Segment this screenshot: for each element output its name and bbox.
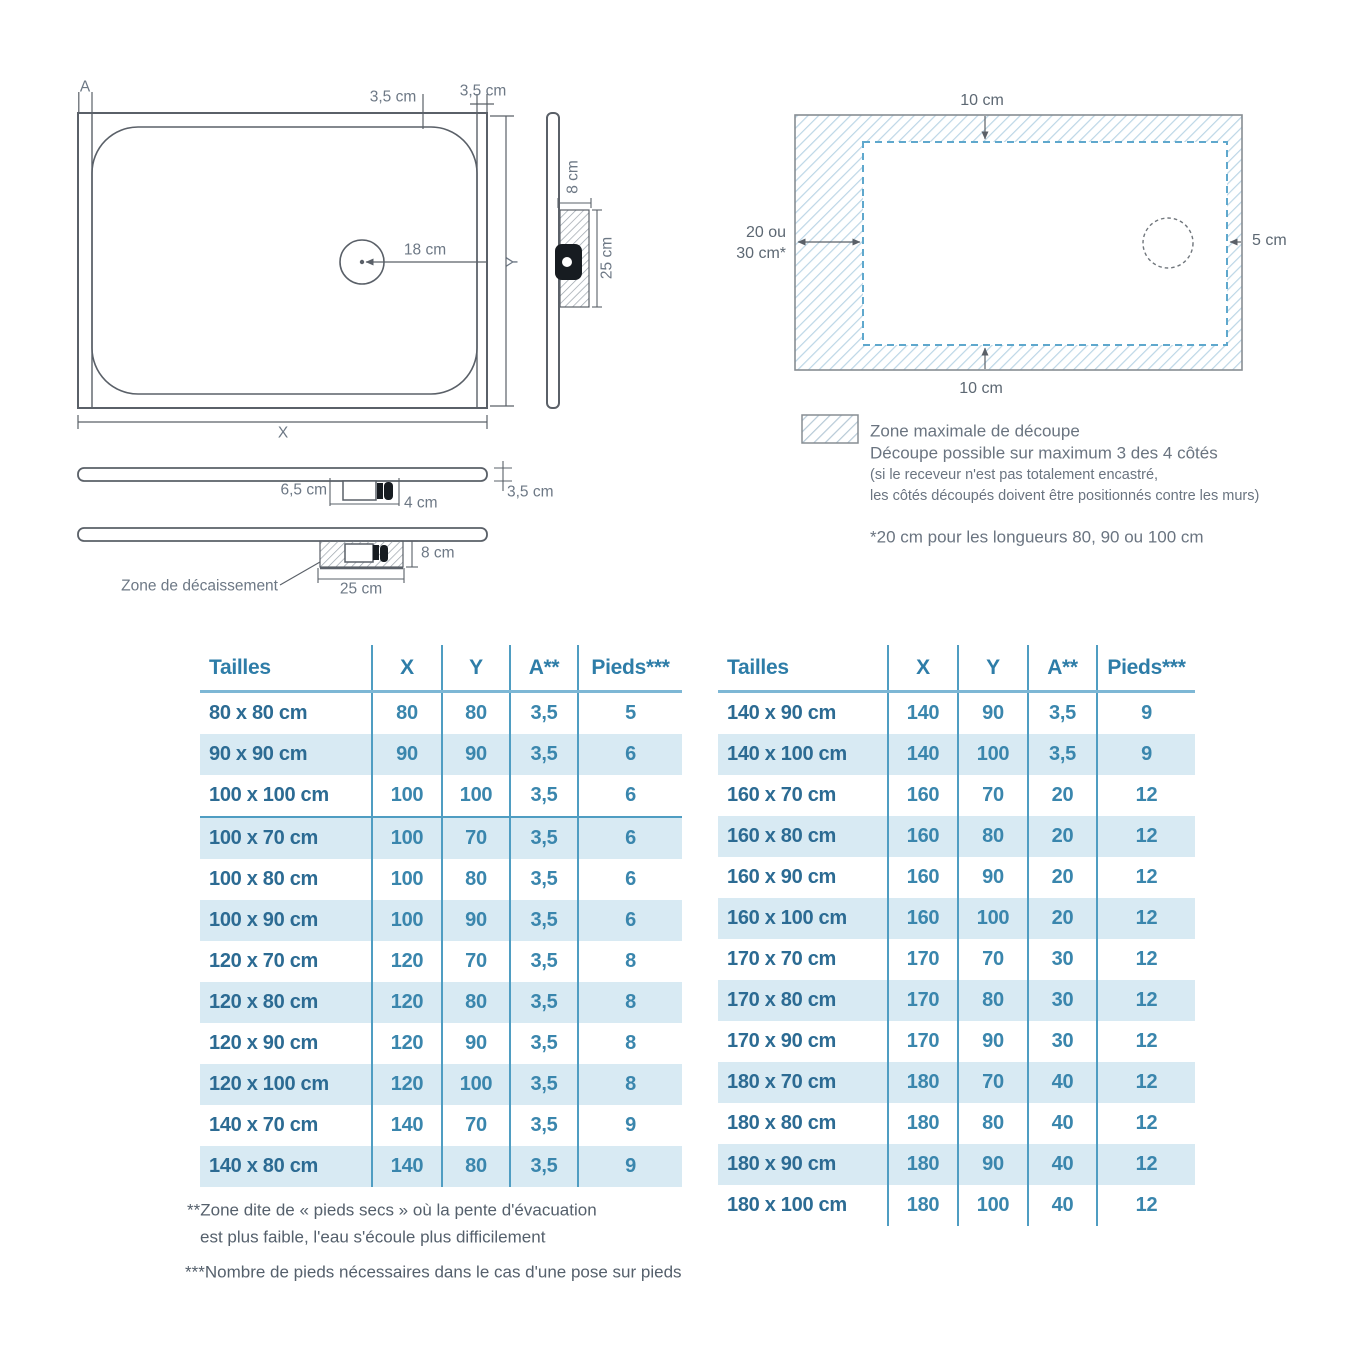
value-cell: 170 (888, 1021, 958, 1062)
value-cell: 3,5 (510, 734, 578, 775)
size-cell: 120 x 80 cm (209, 991, 319, 1013)
section1-right-dim-label: 4 cm (404, 494, 438, 512)
recess-zone-label: Zone de décaissement (121, 577, 278, 595)
table-row (200, 692, 682, 735)
side-depth-dim-label: 8 cm (564, 160, 582, 194)
value-cell: 170 (888, 980, 958, 1021)
size-cell: 140 x 70 cm (209, 1114, 319, 1136)
value-cell: 80 (958, 816, 1028, 857)
value-cell: 100 (372, 775, 442, 817)
value-cell: 3,5 (510, 1023, 578, 1064)
value-cell: 20 (1028, 775, 1097, 816)
size-cell: 120 x 100 cm (209, 1073, 329, 1095)
plan-rim-right-dim-label: 3,5 cm (459, 82, 507, 100)
value-cell: 9 (1097, 692, 1195, 735)
size-cell: 180 x 70 cm (727, 1071, 837, 1093)
table-header-row (718, 645, 1195, 692)
size-cell: 160 x 90 cm (727, 866, 837, 888)
value-cell: 180 (888, 1144, 958, 1185)
size-cell: 160 x 100 cm (727, 907, 847, 929)
table-row (718, 775, 1195, 816)
value-cell: 3,5 (510, 1146, 578, 1187)
value-cell: 90 (442, 734, 510, 775)
size-table-right (718, 645, 1195, 1226)
value-cell: 100 (958, 898, 1028, 939)
value-cell: 90 (372, 734, 442, 775)
value-cell: 70 (958, 1062, 1028, 1103)
legend-line-2: Découpe possible sur maximum 3 des 4 côtés (870, 443, 1218, 463)
size-cell: 140 x 100 cm (727, 743, 847, 765)
size-cell: 100 x 100 cm (200, 775, 372, 817)
col-header-y: Y (442, 645, 510, 692)
value-cell: 70 (442, 817, 510, 859)
section2-height-dim-label: 8 cm (421, 544, 455, 562)
value-cell: 3,5 (510, 692, 578, 735)
value-cell: 6 (578, 775, 682, 817)
value-cell: 12 (1097, 898, 1195, 939)
table-row (200, 859, 682, 900)
table-row (718, 734, 1195, 775)
value-cell: 30 (1028, 939, 1097, 980)
col-header-a: A** (510, 645, 578, 692)
value-cell: 160 (888, 898, 958, 939)
plan-view-drawing (78, 92, 514, 429)
value-cell: 90 (958, 857, 1028, 898)
col-header-tailles: Tailles (200, 645, 372, 692)
value-cell: 100 (442, 775, 510, 817)
value-cell: 90 (958, 1021, 1028, 1062)
value-cell: 3,5 (510, 1105, 578, 1146)
size-cell: 80 x 80 cm (209, 702, 308, 724)
value-cell: 30 (1028, 980, 1097, 1021)
table-row (200, 817, 682, 859)
size-cell: 100 x 90 cm (209, 909, 319, 931)
legend-line-4: les côtés découpés doivent être positionnés contre les murs) (870, 487, 1260, 504)
size-cell: 120 x 90 cm (209, 1032, 319, 1054)
value-cell: 80 (442, 692, 510, 735)
value-cell: 40 (1028, 1185, 1097, 1226)
value-cell: 6 (578, 859, 682, 900)
footnote-pieds-secs-line2: est plus faible, l'eau s'écoule plus difficilement (200, 1227, 546, 1247)
table-row (200, 775, 682, 817)
plan-drain-dim-label: 18 cm (403, 241, 447, 259)
value-cell: 8 (578, 1023, 682, 1064)
col-header-a: A** (1028, 645, 1097, 692)
value-cell: 6 (578, 817, 682, 859)
table-row (200, 941, 682, 982)
legend-line-3: (si le receveur n'est pas totalement encastré, (870, 466, 1159, 483)
table-row (200, 1023, 682, 1064)
size-cell: 160 x 80 cm (727, 825, 837, 847)
value-cell: 40 (1028, 1062, 1097, 1103)
col-header-x: X (888, 645, 958, 692)
value-cell: 9 (578, 1105, 682, 1146)
value-cell: 70 (442, 1105, 510, 1146)
value-cell: 80 (442, 1146, 510, 1187)
section1-thickness-dim-label: 3,5 cm (507, 483, 554, 501)
value-cell: 140 (372, 1105, 442, 1146)
section2-width-dim-label: 25 cm (339, 580, 383, 598)
col-header-pieds: Pieds*** (1097, 645, 1195, 692)
value-cell: 20 (1028, 816, 1097, 857)
cutout-right-dim-label: 5 cm (1252, 232, 1287, 249)
value-cell: 12 (1097, 980, 1195, 1021)
table-row (718, 1144, 1195, 1185)
value-cell: 100 (372, 900, 442, 941)
value-cell: 100 (442, 1064, 510, 1105)
value-cell: 140 (888, 692, 958, 735)
table-header-row (200, 645, 682, 692)
value-cell: 6 (578, 900, 682, 941)
value-cell: 3,5 (510, 775, 578, 817)
value-cell: 8 (578, 1064, 682, 1105)
value-cell: 160 (888, 816, 958, 857)
value-cell: 120 (372, 1023, 442, 1064)
value-cell: 8 (578, 982, 682, 1023)
value-cell: 180 (888, 1185, 958, 1226)
value-cell: 70 (958, 775, 1028, 816)
value-cell: 90 (442, 1023, 510, 1064)
table-row (718, 1062, 1195, 1103)
value-cell: 12 (1097, 1103, 1195, 1144)
value-cell: 90 (442, 900, 510, 941)
value-cell: 3,5 (510, 941, 578, 982)
table-row (200, 900, 682, 941)
table-row (718, 980, 1195, 1021)
value-cell: 100 (372, 859, 442, 900)
value-cell: 3,5 (1028, 734, 1097, 775)
side-view-drawing (547, 113, 602, 408)
value-cell: 40 (1028, 1144, 1097, 1185)
value-cell: 20 (1028, 898, 1097, 939)
table-row (200, 1064, 682, 1105)
table-row (718, 857, 1195, 898)
value-cell: 120 (372, 941, 442, 982)
value-cell: 6 (578, 734, 682, 775)
value-cell: 80 (442, 859, 510, 900)
table-row (718, 1103, 1195, 1144)
size-cell: 180 x 90 cm (727, 1153, 837, 1175)
footnote-nombre-pieds: ***Nombre de pieds nécessaires dans le cas d'une pose sur pieds (185, 1262, 682, 1282)
value-cell: 90 (958, 692, 1028, 735)
plan-y-dim-label: Y (504, 256, 522, 268)
value-cell: 160 (888, 857, 958, 898)
legend-note: *20 cm pour les longueurs 80, 90 ou 100 cm (870, 527, 1204, 547)
value-cell: 80 (372, 692, 442, 735)
value-cell: 30 (1028, 1021, 1097, 1062)
value-cell: 3,5 (510, 859, 578, 900)
size-cell: 180 x 100 cm (727, 1194, 847, 1216)
value-cell: 80 (442, 982, 510, 1023)
cutout-zone-drawing (795, 115, 1242, 370)
col-header-tailles: Tailles (718, 645, 888, 692)
table-row (718, 1021, 1195, 1062)
table-row (200, 1146, 682, 1187)
value-cell: 12 (1097, 857, 1195, 898)
value-cell: 120 (372, 1064, 442, 1105)
value-cell: 100 (958, 1185, 1028, 1226)
value-cell: 90 (958, 1144, 1028, 1185)
table-row (200, 1105, 682, 1146)
value-cell: 3,5 (510, 982, 578, 1023)
value-cell: 170 (888, 939, 958, 980)
value-cell: 70 (958, 939, 1028, 980)
table-row (718, 692, 1195, 735)
size-cell: 160 x 70 cm (727, 784, 837, 806)
value-cell: 100 (958, 734, 1028, 775)
plan-corner-a-label: A (79, 78, 91, 96)
size-cell: 170 x 70 cm (727, 948, 837, 970)
value-cell: 12 (1097, 939, 1195, 980)
plan-rim-top-dim-label: 3,5 cm (369, 88, 417, 106)
value-cell: 12 (1097, 1185, 1195, 1226)
size-cell: 140 x 90 cm (727, 702, 837, 724)
value-cell: 40 (1028, 1103, 1097, 1144)
cutout-left-dim-label-line1: 20 ou (745, 224, 786, 241)
value-cell: 160 (888, 775, 958, 816)
value-cell: 3,5 (1028, 692, 1097, 735)
drain-position-circle (1143, 218, 1193, 268)
table-row (200, 734, 682, 775)
col-header-y: Y (958, 645, 1028, 692)
value-cell: 3,5 (510, 1064, 578, 1105)
plan-x-dim-label: X (277, 424, 289, 442)
size-cell: 140 x 80 cm (209, 1155, 319, 1177)
value-cell: 12 (1097, 1062, 1195, 1103)
table-row (718, 816, 1195, 857)
side-height-dim-label: 25 cm (598, 236, 616, 280)
value-cell: 180 (888, 1062, 958, 1103)
value-cell: 140 (372, 1146, 442, 1187)
value-cell: 120 (372, 982, 442, 1023)
value-cell: 80 (958, 980, 1028, 1021)
value-cell: 140 (888, 734, 958, 775)
size-cell: 170 x 80 cm (727, 989, 837, 1011)
col-header-x: X (372, 645, 442, 692)
value-cell: 9 (1097, 734, 1195, 775)
table-row (718, 898, 1195, 939)
legend-hatch-swatch (802, 415, 858, 443)
size-cell: 170 x 90 cm (727, 1030, 837, 1052)
table-row (718, 939, 1195, 980)
value-cell: 12 (1097, 1021, 1195, 1062)
value-cell: 8 (578, 941, 682, 982)
value-cell: 3,5 (510, 817, 578, 859)
value-cell: 9 (578, 1146, 682, 1187)
cutout-top-dim-label: 10 cm (960, 92, 1004, 109)
size-table-left (200, 645, 682, 1187)
size-cell: 100 x 70 cm (209, 827, 319, 849)
col-header-pieds: Pieds*** (578, 645, 682, 692)
value-cell: 100 (372, 817, 442, 859)
value-cell: 70 (442, 941, 510, 982)
table-row (718, 1185, 1195, 1226)
value-cell: 12 (1097, 775, 1195, 816)
cutout-left-dim-label-line2: 30 cm* (736, 245, 786, 262)
value-cell: 3,5 (510, 900, 578, 941)
size-cell: 180 x 80 cm (727, 1112, 837, 1134)
value-cell: 180 (888, 1103, 958, 1144)
value-cell: 20 (1028, 857, 1097, 898)
value-cell: 5 (578, 692, 682, 735)
value-cell: 80 (958, 1103, 1028, 1144)
size-cell: 100 x 80 cm (209, 868, 319, 890)
value-cell: 12 (1097, 816, 1195, 857)
footnote-pieds-secs-line1: **Zone dite de « pieds secs » où la pente d'évacuation (187, 1200, 597, 1220)
section1-left-dim-label: 6,5 cm (280, 481, 327, 499)
table-row (200, 982, 682, 1023)
size-cell: 90 x 90 cm (209, 743, 308, 765)
size-cell: 120 x 70 cm (209, 950, 319, 972)
legend-line-1: Zone maximale de découpe (870, 421, 1080, 441)
value-cell: 12 (1097, 1144, 1195, 1185)
cutout-bottom-dim-label: 10 cm (959, 380, 1003, 397)
